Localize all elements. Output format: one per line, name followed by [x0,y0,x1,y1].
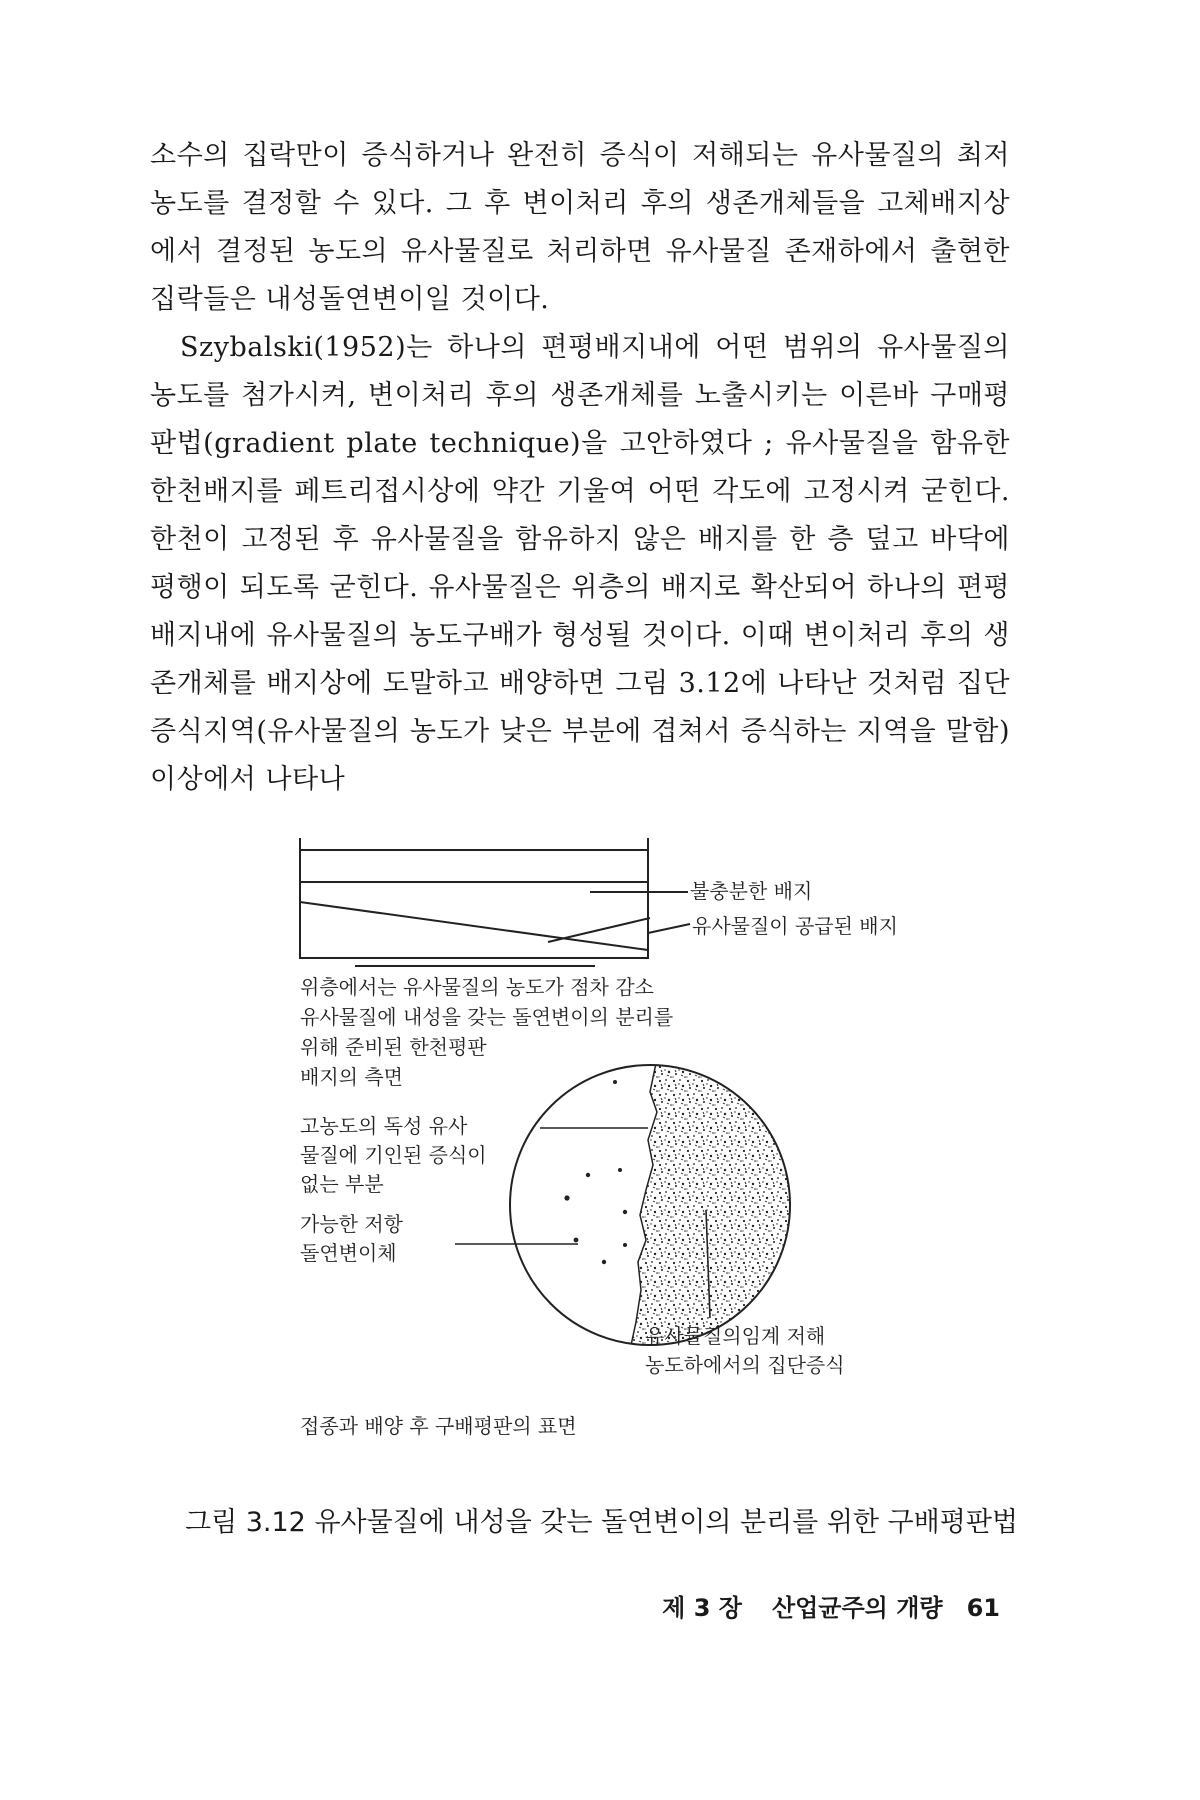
label-analog-medium: 유사물질이 공급된 배지 [692,914,898,938]
label-confluent-growth: 유사물질의임계 저해 농도하에서의 집단증식 [645,1324,845,1377]
desc-line-4: 배지의 측면 [300,1065,403,1089]
colony [564,1195,569,1200]
plate-side-view [300,838,690,966]
label-side-view-description [300,972,673,1092]
desc-line-3: 위해 준비된 한천평판 [300,1035,487,1059]
colony [618,1168,622,1172]
desc-line-1: 위층에서는 유사물질의 농도가 점차 감소 [300,975,654,999]
colony [623,1210,627,1214]
figure-caption: 그림 3.12 유사물질에 내성을 갖는 돌연변이의 분리를 위한 구배평판법 [185,1507,1018,1538]
colony [623,1243,627,1247]
page-footer [662,1588,1000,1623]
colony [586,1173,590,1177]
label-top-medium: 불충분한 배지 [690,879,813,903]
footer-title: 산업균주의 개량 [771,1594,943,1622]
colony [602,1260,606,1264]
paragraph-1: 소수의 집락만이 증식하거나 완전히 증식이 저해되는 유사물질의 최저농도를 결정할 수 있다. 그 후 변이처리 후의 생존개체들을 고체배지상에서 결정된 농도의 유사물질로 처리하면 유사물질 존재하에서 출현한 집락들은 내성돌연변이일 것이다. [150,140,1010,315]
footer-chapter: 제 3 장 [662,1594,742,1622]
label-no-growth: 고농도의 독성 유사 물질에 기인된 증식이 없는 부분 [300,1114,487,1196]
page-number: 61 [966,1594,1000,1622]
colony [574,1238,579,1243]
label-plate-surface: 접종과 배양 후 구배평판의 표면 [300,1414,577,1438]
desc-line-2: 유사물질에 내성을 갖는 돌연변이의 분리를 [300,1005,674,1029]
label-resistant-mutants: 가능한 저항 돌연변이체 [300,1212,403,1265]
paragraph-2: Szybalski(1952)는 하나의 편평배지내에 어떤 범위의 유사물질의 농도를 첨가시켜, 변이처리 후의 생존개체를 노출시키는 이른바 구매평판법(gradient plate technique)을 고안하였다 ; 유사물질을 함유한 한천배지를 페트리접시상에 약간 기울여 어떤 각도에 고정시켜 굳힌다. 한천이 고정된 후 유사물질을 함유하지 않은 배지를 한 층 덮고 바닥에 평행이 되도록 굳힌다. 유사물질은 위층의 배지로 확산되어 하나의 편평배지내에 유사물질의 농도구배가 형성될 것이다. 이때 변이처리 후의 생존개체를 배지상에 도말하고 배양하면 그림 3.12에 나타난 것처럼 집단 증식지역(유사물질의 농도가 낮은 부분에 겹쳐서 증식하는 지역을 말함) 이상에서 나타나 [150,332,1010,795]
